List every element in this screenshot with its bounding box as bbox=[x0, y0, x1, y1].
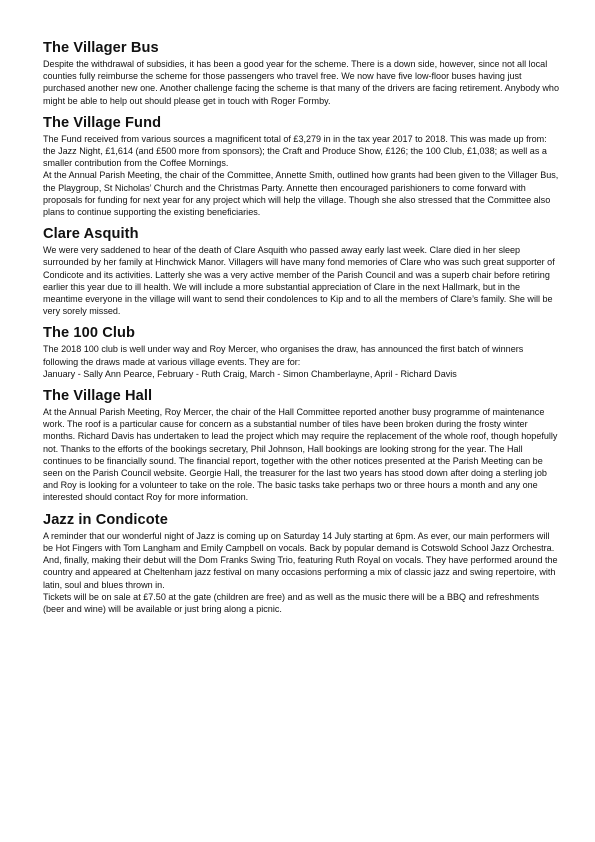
section-paragraph: At the Annual Parish Meeting, Roy Mercer, the chair of the Hall Committee reported another busy programme of maintenance work. The roof is a particular cause for concern as a substantial number of tiles have been broken during the frosty winter months. Richard Davis has undertaken to lead the project which may require the replacement of the whole roof, though hopefully not. Thanks to the efforts of the bookings secretary, Phil Johnson, Hall bookings are looking strong for the year. The Hall continues to be financially sound. The financial report, together with the other notices presented at the Parish Meeting can be seen on the Parish Council website. Georgie Hall, the treasurer for the last two years has stood down after doing a sterling job and Roy is looking for a volunteer to take on the role. The basic tasks take perhaps two or three hours a month and any one interested should contact Roy for more information. bbox=[43, 407, 558, 503]
section-heading: The 100 Club bbox=[43, 325, 136, 342]
section-villager-bus bbox=[43, 40, 559, 107]
section-heading: Clare Asquith bbox=[43, 226, 139, 243]
section-heading: The Villager Bus bbox=[43, 40, 159, 56]
section-heading: The Village Hall bbox=[43, 388, 153, 405]
section-paragraph: The 2018 100 club is well under way and Roy Mercer, who organises the draw, has announced the first batch of winners following the draws made at various village events. They are for: bbox=[43, 344, 524, 367]
section-paragraph: At the Annual Parish Meeting, the chair of the Committee, Annette Smith, outlined how grants had been given to the Villager Bus, the Playgroup, St Nicholas’ Church and the Christmas Party. Annette then encouraged parishioners to come forward with proposals for funding for next year for any project which will help the village. Though she also stressed that the Committee also plans to continue supporting the existing beneficiaries. bbox=[43, 170, 559, 218]
section-paragraph: We were very saddened to hear of the death of Clare Asquith who passed away early last week. Clare died in her sleep surrounded by her family at Hinchwick Manor. Villagers will have many fond memories of Clare who was such great supporter of Condicote and its activities. Latterly she was a very active member of the Parish Council and was a superb chair before retiring earlier this year due to ill health. We will include a more substantial appreciation of Clare in the next Hallmark, but in the meantime everyone in the village will want to send their condolences to Kip and to all the members of Clare’s family. She will be very sorely missed. bbox=[43, 245, 555, 317]
section-paragraph: A reminder that our wonderful night of Jazz is coming up on Saturday 14 July starting at 6pm. As ever, our main performers will be Hot Fingers with Tom Langham and Emily Campbell on vocals. Back by popular demand is Cotswold School Jazz Orchestra. And, finally, making their debut will the Dom Franks Swing Trio, featuring Ruth Royal on vocals. They have performed around the country and appeared at Cheltenham jazz festival on many occasions performing a mix of classic jazz and swing repertoire, with latin, soul and blues thrown in. bbox=[43, 530, 558, 590]
section-paragraph: Tickets will be on sale at £7.50 at the gate (children are free) and as well as the music there will be a BBQ and refreshments (beer and wine) will be available or just bring along a picnic. bbox=[43, 591, 539, 614]
section-village-hall bbox=[43, 388, 559, 504]
section-clare-asquith bbox=[43, 226, 559, 317]
section-jazz-in-condicote bbox=[43, 512, 559, 615]
section-heading: Jazz in Condicote bbox=[43, 511, 168, 528]
section-paragraph: The Fund received from various sources a magnificent total of £3,279 in in the tax year 2017 to 2018. This was made up from: the Jazz Night, £1,614 (and £500 more from sponsors); the Craft and Produce Show, £126; the 100 Club, £1,038; as well as a smaller contribution from the Coffee Mornings. bbox=[43, 133, 547, 169]
section-village-fund bbox=[43, 115, 559, 218]
winners-list: January - Sally Ann Pearce, February - Ruth Craig, March - Simon Chamberlayne, April - Richard Davis bbox=[43, 368, 457, 379]
section-heading: The Village Fund bbox=[43, 114, 162, 131]
section-100-club bbox=[43, 325, 559, 380]
section-paragraph: Despite the withdrawal of subsidies, it has been a good year for the scheme. There is a down side, however, since not all local counties fully reimburse the scheme for those passengers who travel free. We now have five low-floor buses having just purchased another new one. Another challenge facing the scheme is that many of the drivers are facing retirement. Anybody who might be able to help out should please get in touch with Roger Formby. bbox=[43, 59, 559, 106]
